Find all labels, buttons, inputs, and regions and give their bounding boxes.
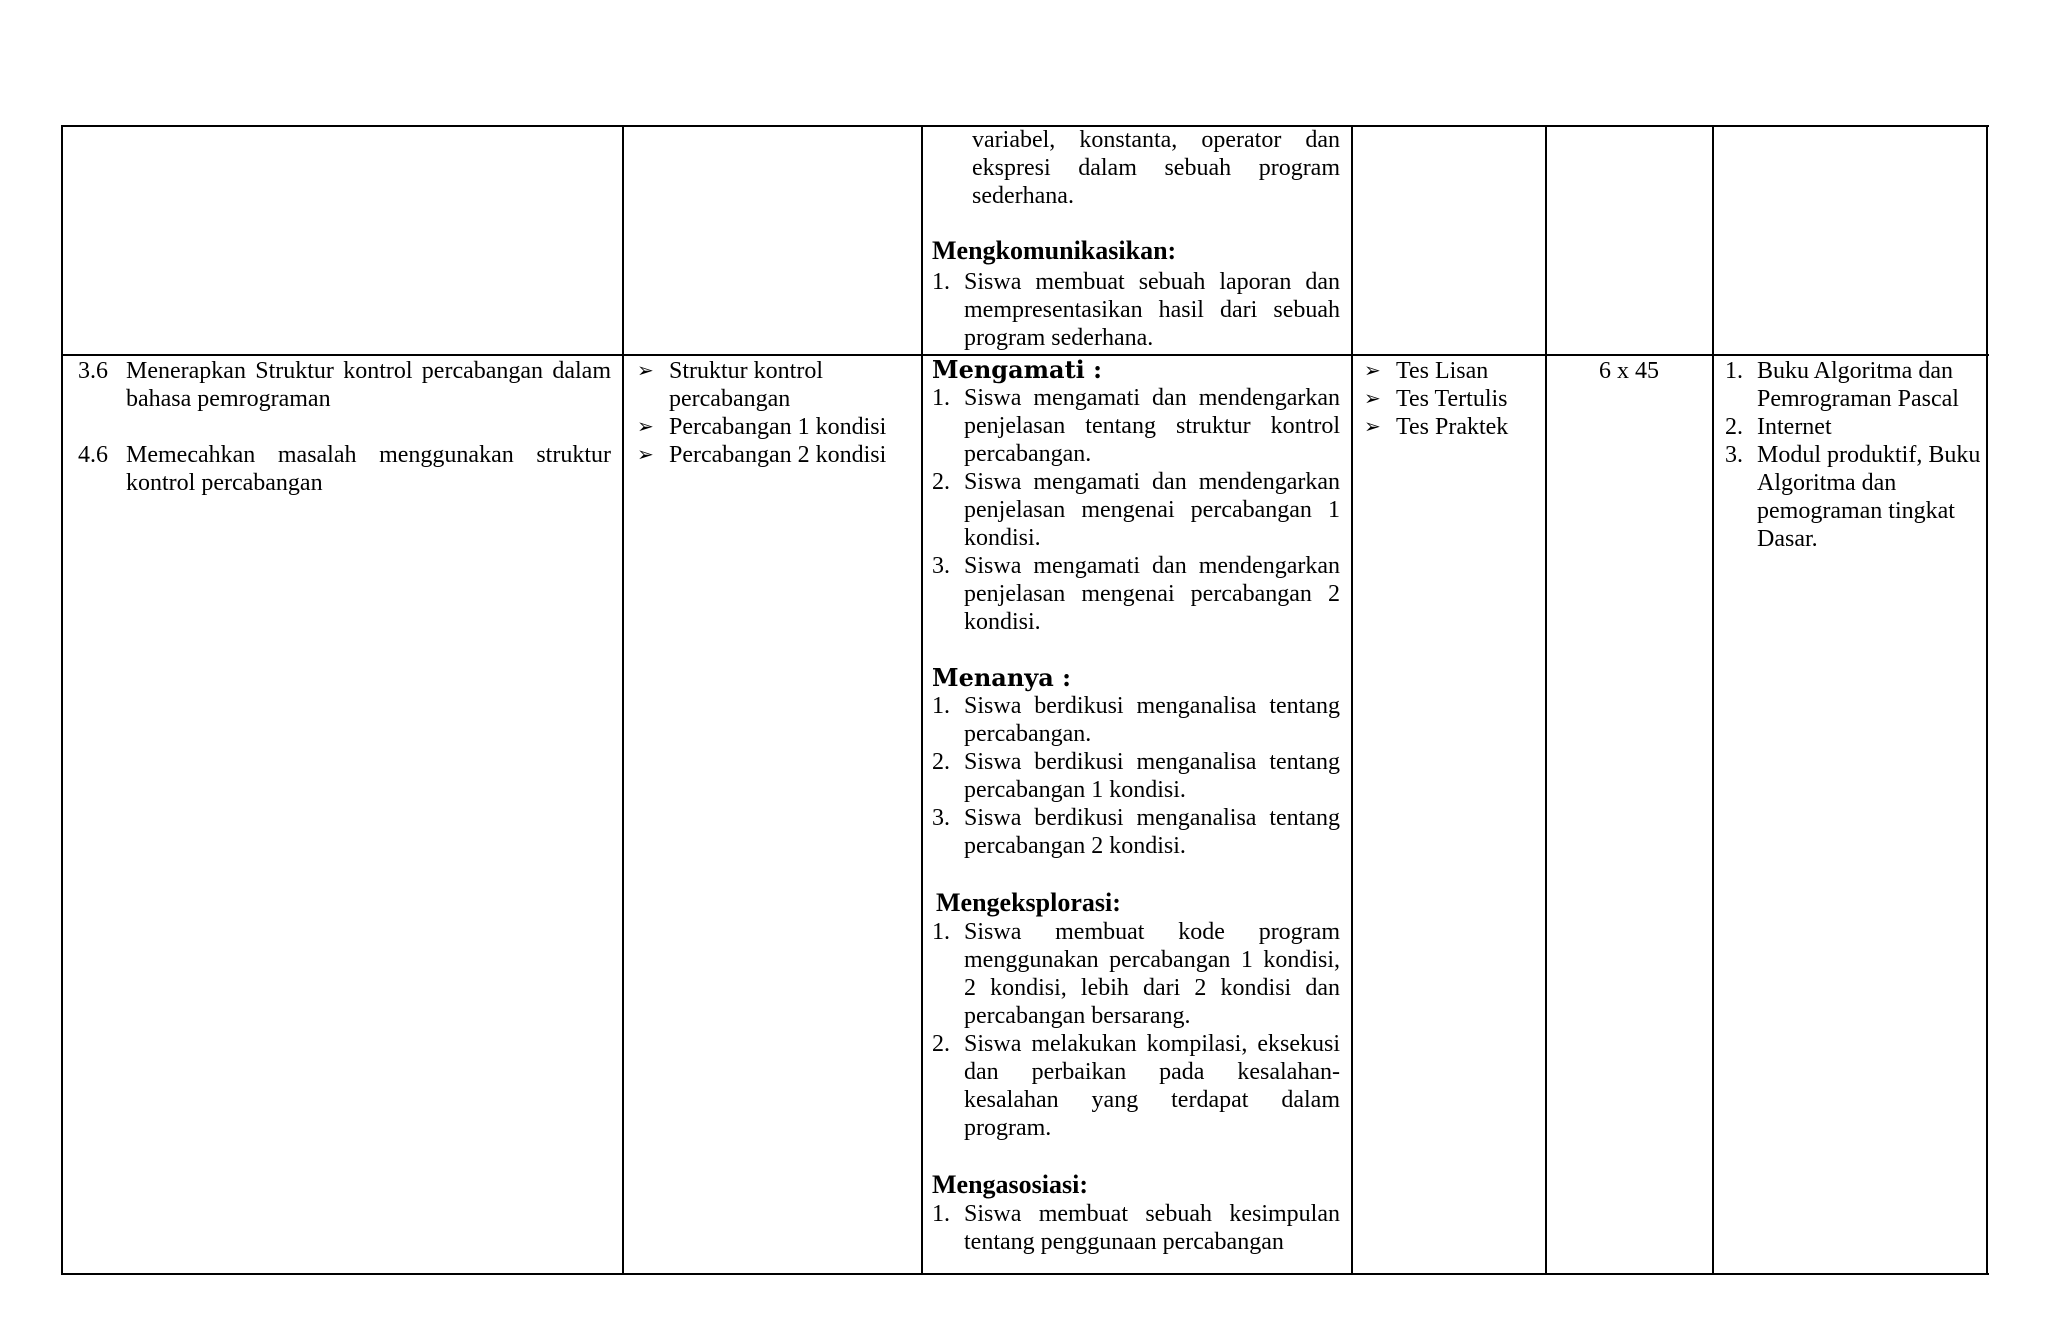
- list-item: 1. Siswa membuat sebuah laporan dan mempresentasikan hasil dari sebuah program sederhana.: [932, 269, 1340, 351]
- col-border-0: [61, 125, 63, 1275]
- list-item-text: Siswa mengamati dan mendengarkan penjelasan mengenai percabangan 1 kondisi.: [964, 469, 1340, 551]
- list-item: [1362, 357, 1540, 385]
- list-item-text: Buku Algoritma dan Pemrograman Pascal: [1757, 358, 1959, 412]
- arrow-bullet-icon: ➢: [637, 360, 654, 382]
- list-item: 3. Siswa mengamati dan mendengarkan penjelasan mengenai percabangan 2 kondisi.: [932, 553, 1340, 635]
- list-item-text: Siswa mengamati dan mendengarkan penjelasan mengenai percabangan 2 kondisi.: [964, 553, 1340, 635]
- list-item: [635, 441, 913, 469]
- mengamati-list: [932, 384, 1340, 636]
- list-item: 1. Buku Algoritma dan Pemrograman Pascal: [1725, 358, 1959, 412]
- materi-list: [635, 357, 913, 469]
- list-item: 3. Siswa berdikusi menganalisa tentang percabangan 2 kondisi.: [932, 805, 1340, 859]
- list-item-text: Siswa membuat kode program menggunakan percabangan 1 kondisi, 2 kondisi, lebih dari 2 kondisi dan percabangan bersarang.: [964, 919, 1340, 1029]
- list-item: 2. Siswa mengamati dan mendengarkan penjelasan mengenai percabangan 1 kondisi.: [932, 469, 1340, 551]
- list-item-text: Siswa melakukan kompilasi, eksekusi dan perbaikan pada kesalahan-kesalahan yang terdapat dalam program.: [964, 1031, 1340, 1141]
- list-item-text: Percabangan 1 kondisi: [669, 414, 887, 440]
- arrow-bullet-icon: ➢: [1364, 360, 1381, 382]
- arrow-bullet-icon: ➢: [1364, 416, 1381, 438]
- list-item: 1. Siswa berdikusi menganalisa tentang percabangan.: [932, 693, 1340, 747]
- list-item-text: Tes Lisan: [1396, 358, 1489, 384]
- list-item: 2. Siswa berdikusi menganalisa tentang percabangan 1 kondisi.: [932, 749, 1340, 803]
- mengkomunikasikan-heading: Mengkomunikasikan:: [932, 236, 1177, 265]
- list-item-text: Siswa membuat sebuah laporan dan mempresentasikan hasil dari sebuah program sederhana.: [964, 269, 1340, 351]
- kompetensi-dasar-text: Memecahkan masalah menggunakan struktur kontrol percabangan: [126, 442, 611, 496]
- list-item-text: Percabangan 2 kondisi: [669, 442, 887, 468]
- arrow-bullet-icon: ➢: [1364, 388, 1381, 410]
- alokasi-waktu-cell: [1548, 357, 1710, 385]
- sumber-belajar-list: [1725, 357, 1981, 553]
- list-item-text: Siswa berdikusi menganalisa tentang percabangan 1 kondisi.: [964, 749, 1340, 803]
- mengeksplorasi-heading: Mengeksplorasi:: [936, 888, 1121, 917]
- list-item: [635, 357, 913, 413]
- list-item: 1. Siswa membuat sebuah kesimpulan tentang penggunaan percabangan: [932, 1201, 1340, 1255]
- list-item: [1362, 385, 1540, 413]
- mengamati-heading: Mengamati :: [932, 356, 1102, 384]
- kegiatan-continuation-text: variabel, konstanta, operator dan ekspresi dalam sebuah program sederhana.: [972, 127, 1340, 209]
- col-border-5: [1712, 125, 1714, 1275]
- arrow-bullet-icon: ➢: [637, 444, 654, 466]
- mengasosiasi-heading: Mengasosiasi:: [932, 1170, 1088, 1199]
- kegiatan-cell: [932, 356, 1340, 1272]
- kompetensi-dasar-cell: [78, 357, 611, 497]
- list-item-text: Siswa mengamati dan mendengarkan penjelasan tentang struktur kontrol percabangan.: [964, 385, 1340, 467]
- list-item: 2. Siswa melakukan kompilasi, eksekusi dan perbaikan pada kesalahan-kesalahan yang terdapat dalam program.: [932, 1031, 1340, 1141]
- arrow-bullet-icon: ➢: [637, 416, 654, 438]
- kompetensi-dasar-number: 3.6: [78, 358, 108, 384]
- list-item-text: Siswa membuat sebuah kesimpulan tentang penggunaan percabangan: [964, 1201, 1340, 1255]
- menanya-heading: Menanya :: [932, 663, 1071, 692]
- list-item-text: Tes Praktek: [1396, 414, 1509, 440]
- list-item-text: Modul produktif, Buku Algoritma dan pemograman tingkat Dasar.: [1757, 442, 1981, 552]
- kompetensi-dasar-item: [78, 441, 611, 497]
- list-item-text: Tes Tertulis: [1396, 386, 1508, 412]
- list-item: 3. Modul produktif, Buku Algoritma dan pemograman tingkat Dasar.: [1725, 442, 1981, 552]
- list-item: 1. Siswa membuat kode program menggunakan percabangan 1 kondisi, 2 kondisi, lebih dari 2 kondisi dan percabangan bersarang.: [932, 919, 1340, 1029]
- list-item: 2. Internet: [1725, 414, 1832, 440]
- list-item: [635, 413, 913, 441]
- penilaian-cell: [1362, 357, 1540, 441]
- kompetensi-dasar-item: [78, 357, 611, 413]
- alokasi-waktu-value: 6 x 45: [1599, 358, 1659, 384]
- materi-cell: [635, 357, 913, 469]
- table-bottom-border: [61, 1273, 1989, 1275]
- col-border-1: [622, 125, 624, 1275]
- list-item-text: Internet: [1757, 414, 1832, 440]
- menanya-list: [932, 692, 1340, 860]
- col-border-2: [921, 125, 923, 1275]
- list-item-text: Struktur kontrol percabangan: [669, 358, 823, 412]
- kompetensi-dasar-text: Menerapkan Struktur kontrol percabangan dalam bahasa pemrograman: [126, 358, 611, 412]
- list-item-text: Siswa berdikusi menganalisa tentang percabangan.: [964, 693, 1340, 747]
- sumber-belajar-cell: [1725, 357, 1981, 553]
- penilaian-list: [1362, 357, 1540, 441]
- col-border-3: [1351, 125, 1353, 1275]
- col-border-6: [1986, 125, 1988, 1275]
- mengeksplorasi-list: [932, 918, 1340, 1142]
- list-item-text: Siswa berdikusi menganalisa tentang percabangan 2 kondisi.: [964, 805, 1340, 859]
- kegiatan-continuation-cell: [932, 126, 1340, 352]
- kompetensi-dasar-number: 4.6: [78, 442, 108, 468]
- list-item: 1. Siswa mengamati dan mendengarkan penjelasan tentang struktur kontrol percabangan.: [932, 385, 1340, 467]
- mengkomunikasikan-list: [932, 268, 1340, 352]
- list-item: [1362, 413, 1540, 441]
- col-border-4: [1545, 125, 1547, 1275]
- mengasosiasi-list: [932, 1200, 1340, 1256]
